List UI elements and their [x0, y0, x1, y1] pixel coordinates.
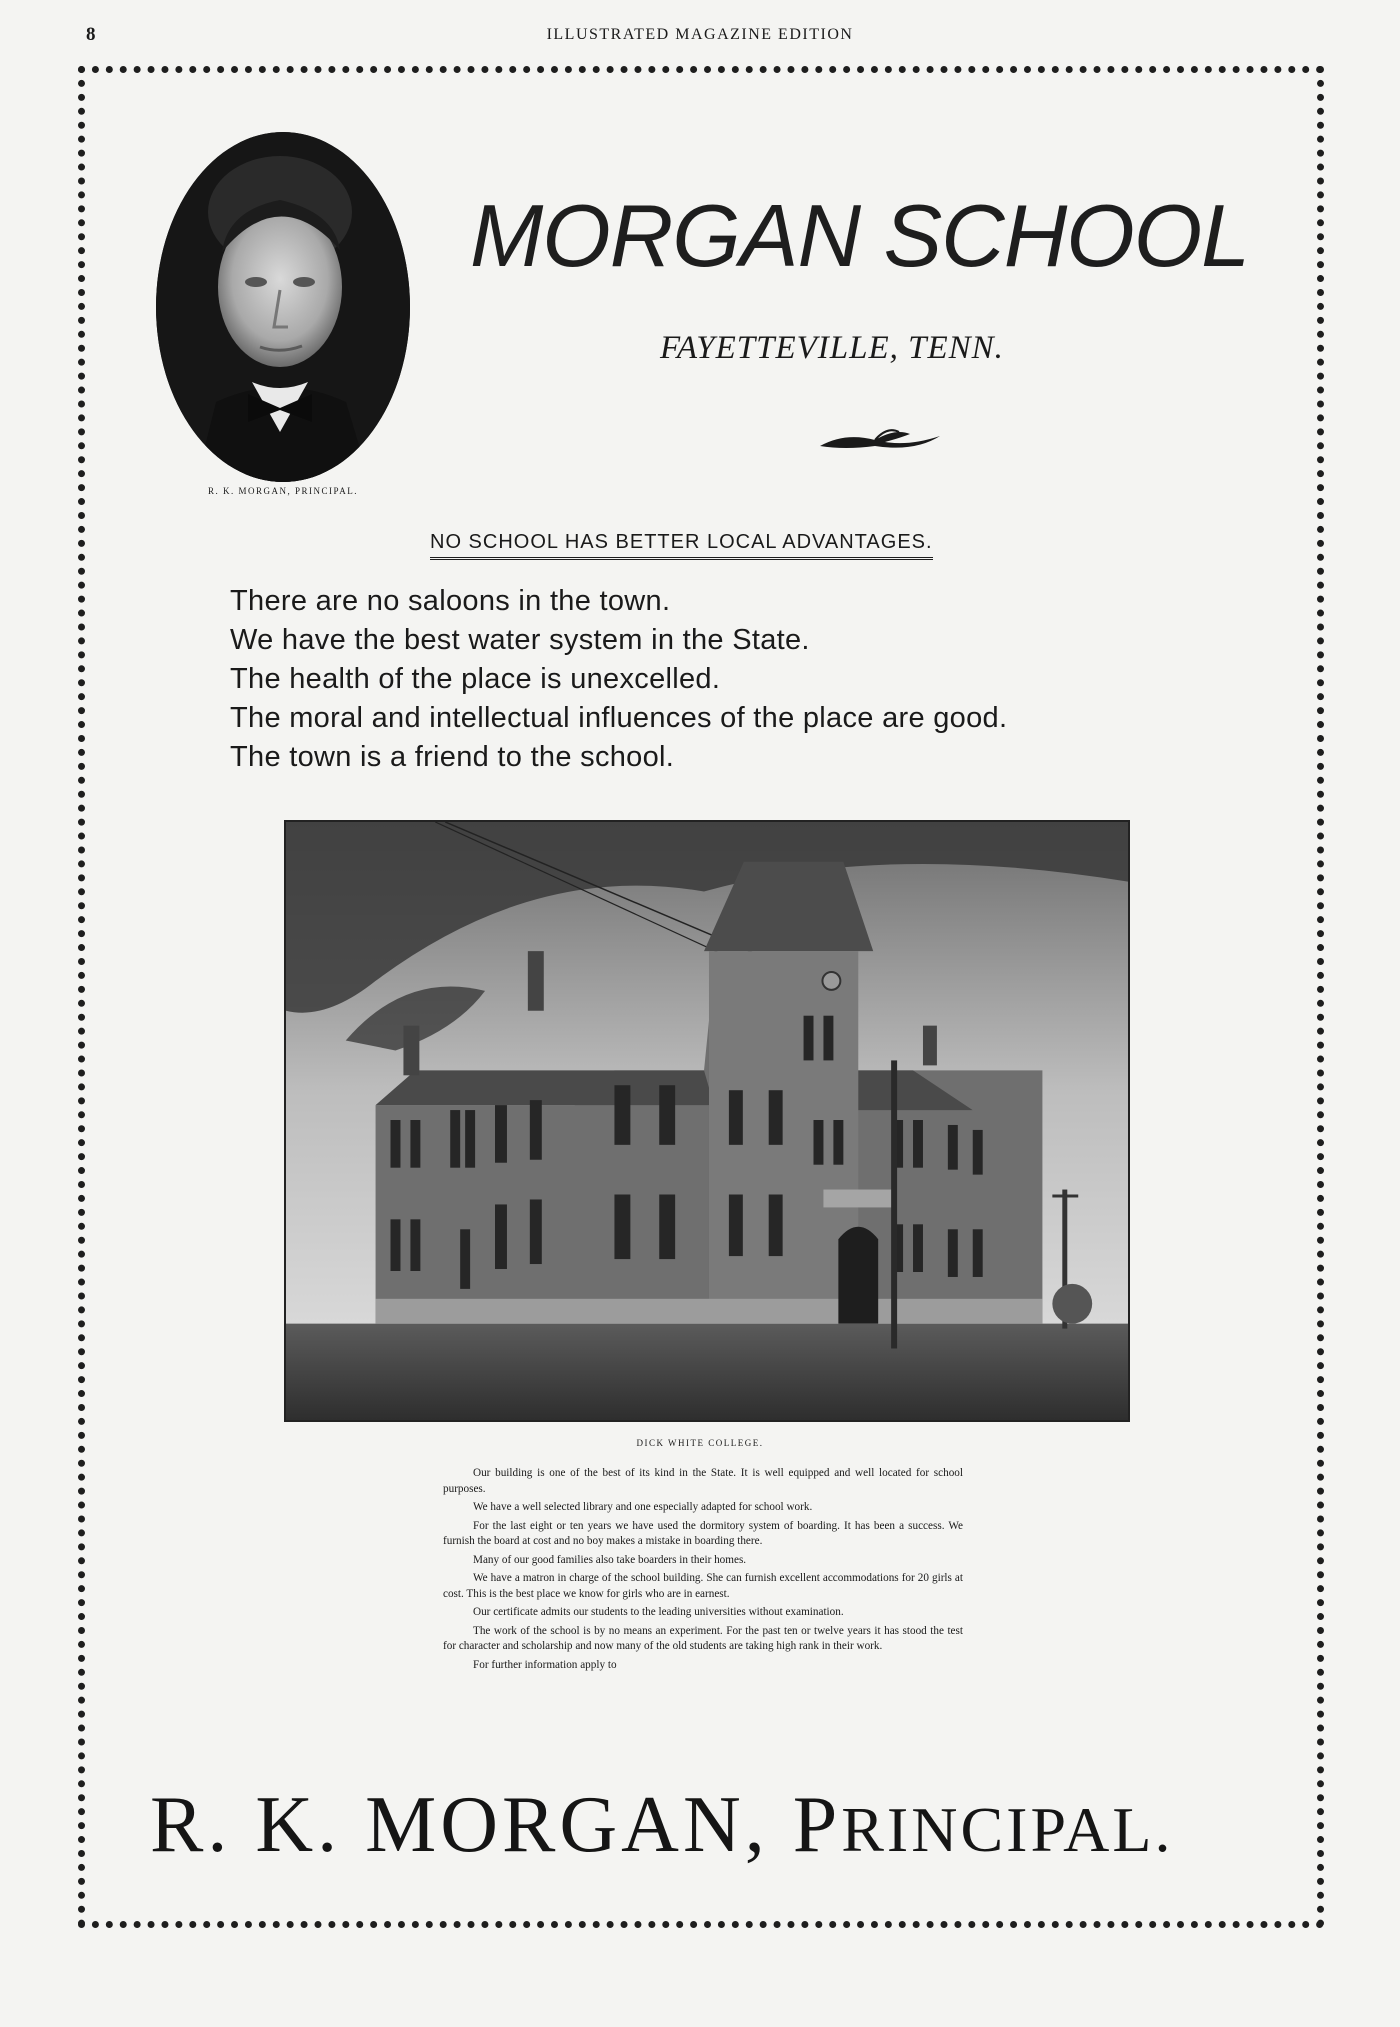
signature-line — [150, 1780, 1173, 1871]
claim-line: The moral and intellectual influences of the place are good. — [230, 702, 1008, 734]
signature-title-rest: RINCIPAL. — [841, 1794, 1174, 1865]
advantages-heading: NO SCHOOL HAS BETTER LOCAL ADVANTAGES. — [430, 531, 933, 560]
flourish-ornament — [815, 424, 945, 454]
headline: MORGAN SCHOOL — [470, 186, 1250, 285]
body-paragraph: Our certificate admits our students to the leading universities without examination. — [473, 1606, 844, 1618]
claim-line: There are no saloons in the town. — [230, 585, 671, 617]
body-paragraph: For further information apply to — [473, 1658, 617, 1671]
signature-name: MORGAN, — [365, 1781, 769, 1869]
subhead: FAYETTEVILLE, TENN. — [660, 330, 1004, 366]
claim-line: The town is a friend to the school. — [230, 741, 675, 773]
signature-title-initial: P — [792, 1781, 842, 1869]
body-paragraph: For the last eight or ten years we have used the dormitory system of boarding. It has been a success. We furnish the board at cost and no boy makes a mistake in boarding there. — [443, 1519, 963, 1547]
claim-line: We have the best water system in the State. — [230, 624, 810, 656]
body-paragraph: Our building is one of the best of its kind in the State. It is well equipped and well located for school purposes. — [443, 1467, 963, 1495]
body-paragraph: We have a matron in charge of the school building. She can furnish excellent accommodations for 20 girls at cost. This is the best place we know for girls who are in earnest. — [443, 1572, 963, 1600]
page-number: 8 — [86, 24, 96, 45]
portrait-caption: R. K. MORGAN, PRINCIPAL. — [208, 486, 358, 496]
claim-line: The health of the place is unexcelled. — [230, 663, 721, 695]
school-building-photo — [284, 820, 1130, 1422]
signature-initials: R. K. — [150, 1781, 342, 1869]
body-copy — [443, 1466, 963, 1676]
body-paragraph: Many of our good families also take boarders in their homes. — [473, 1553, 747, 1566]
body-paragraph: The work of the school is by no means an experiment. For the past ten or twelve years it has stood the test for character and scholarship and now many of the old students are taking high rank in their work. — [443, 1624, 963, 1652]
running-head: ILLUSTRATED MAGAZINE EDITION — [546, 26, 854, 43]
claims-list — [230, 582, 1007, 777]
body-paragraph: We have a well selected library and one especially adapted for school work. — [473, 1501, 813, 1513]
principal-portrait — [156, 132, 410, 482]
photo-caption: DICK WHITE COLLEGE. — [636, 1438, 764, 1448]
